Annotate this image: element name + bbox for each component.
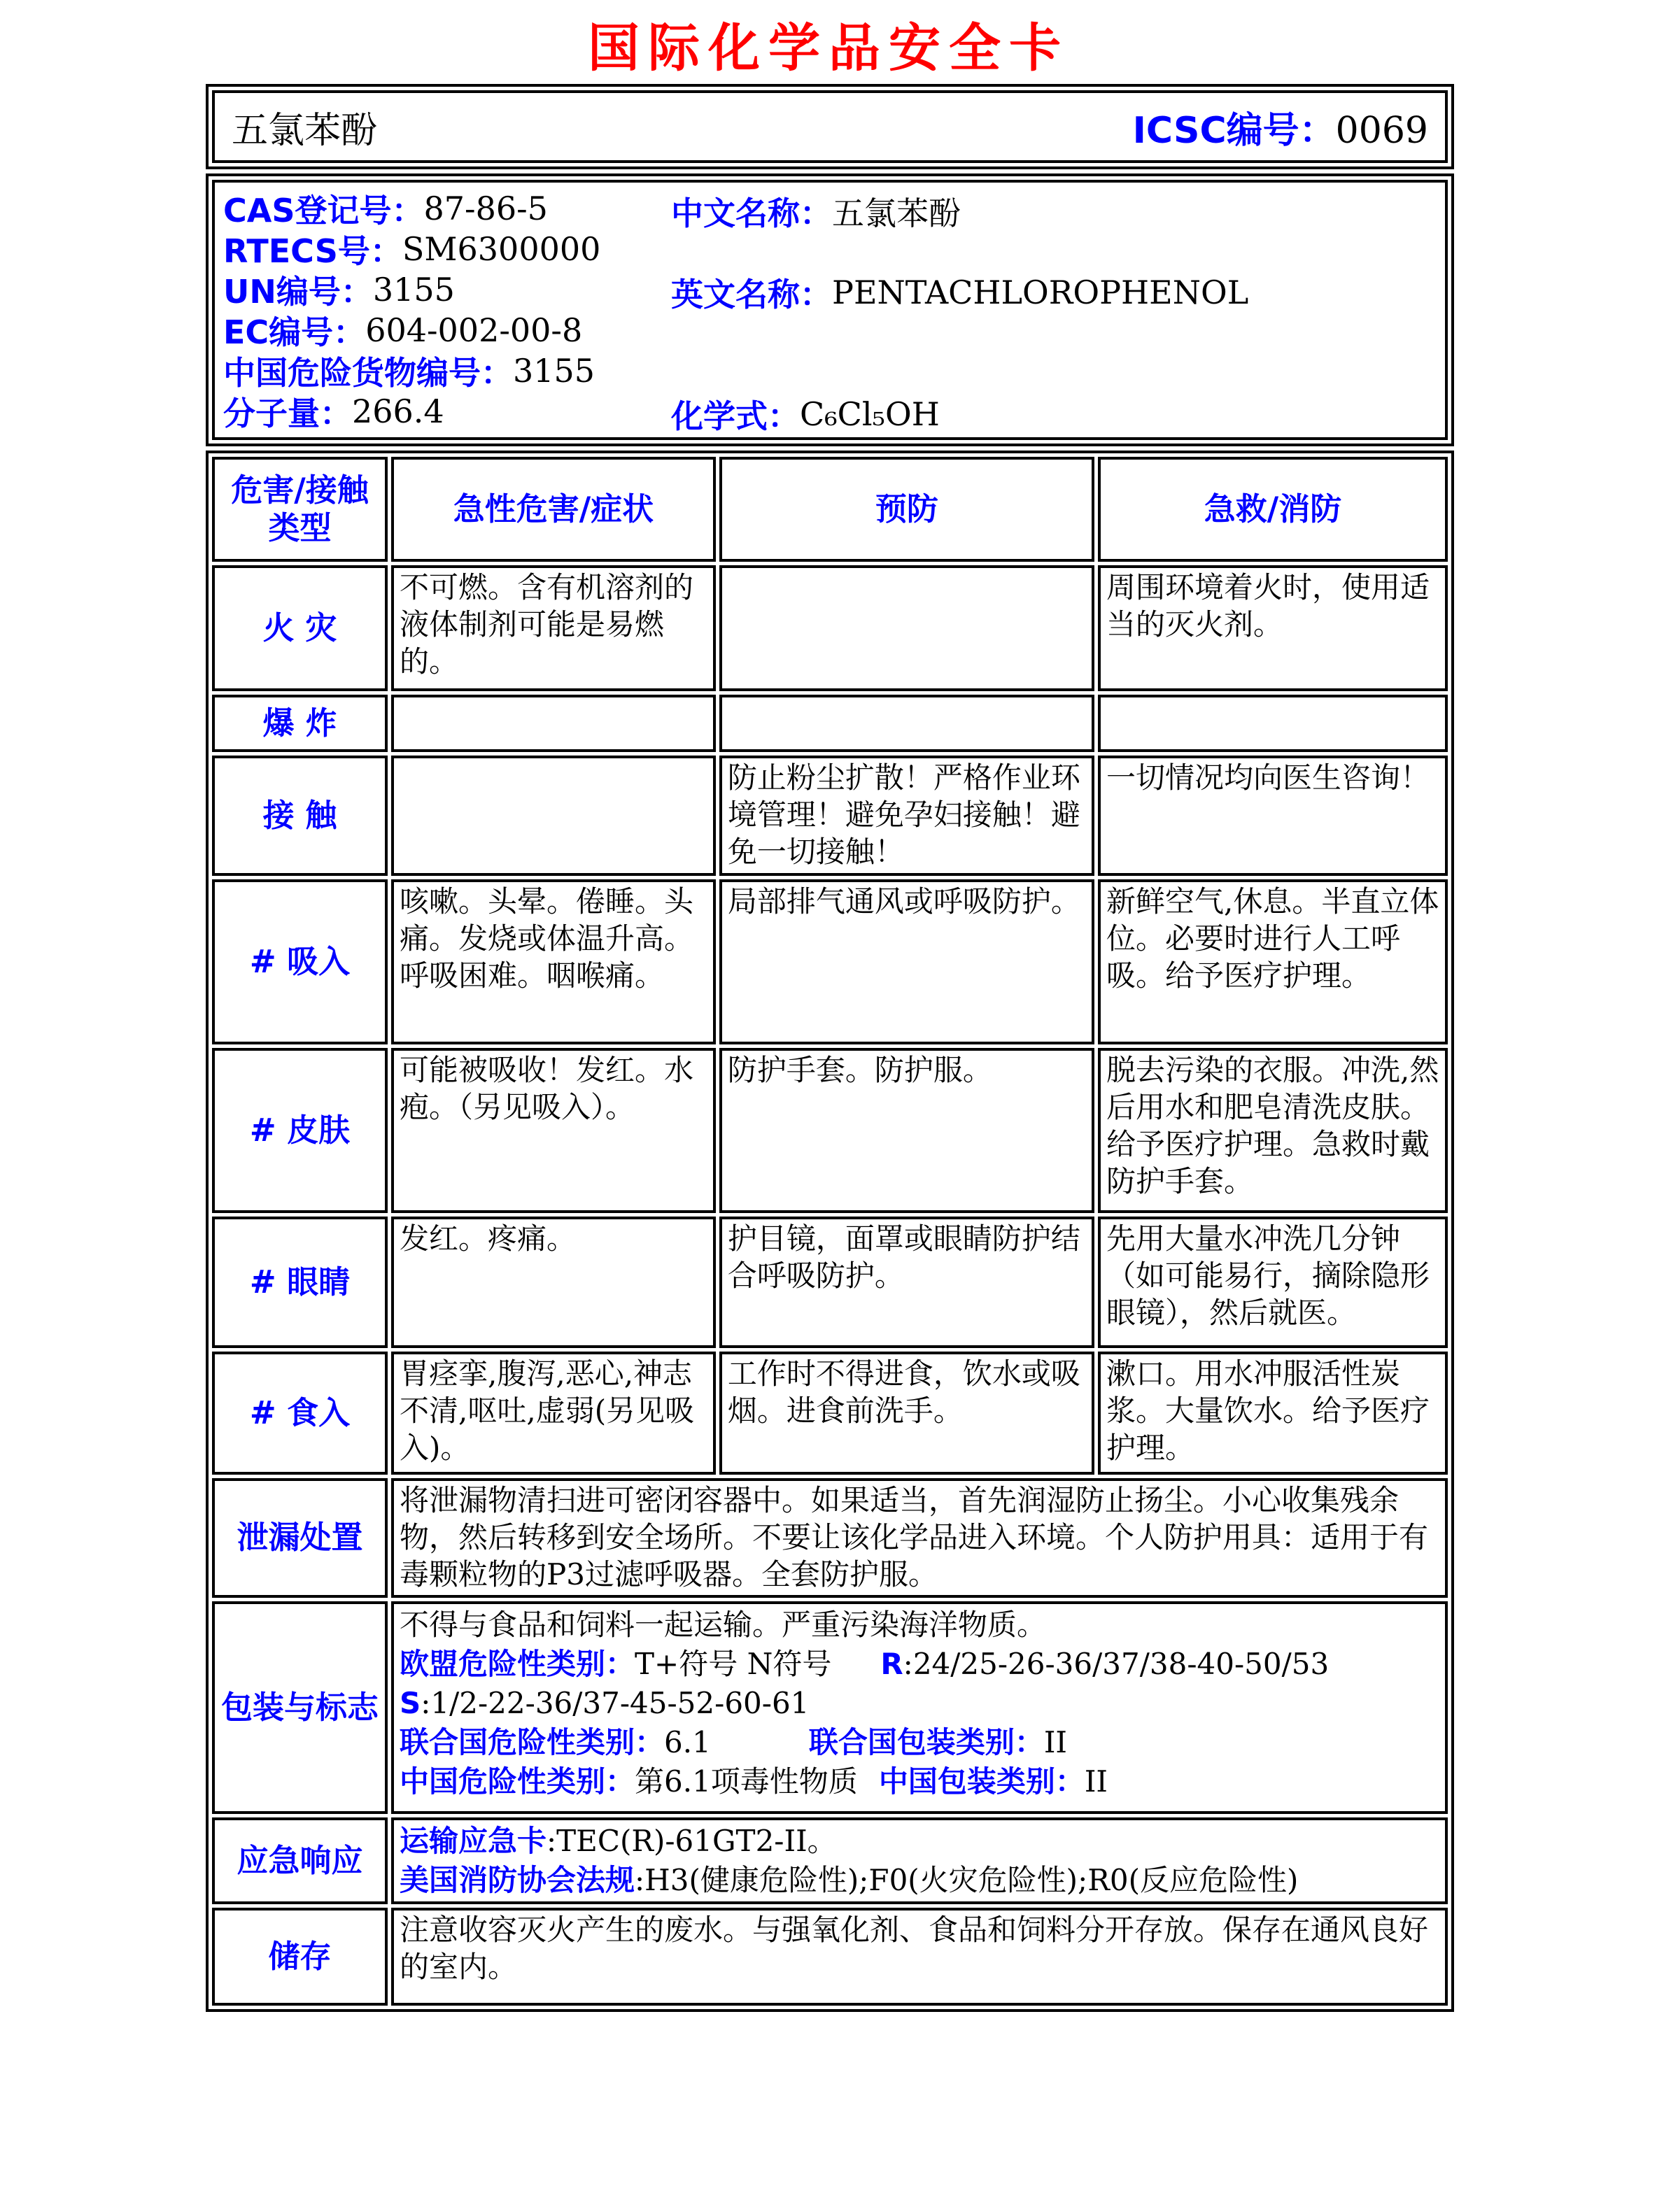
- card-header-box: [206, 84, 1454, 169]
- ingestion-symptom-cell: 胃痉挛,腹泻,恶心,神志不清,呕吐,虚弱(另见吸入)。: [391, 1352, 716, 1475]
- china-dg-number-row: [223, 350, 1437, 391]
- un-number-label: UN编号：: [223, 273, 373, 311]
- col-header-prevention: 预防: [719, 457, 1094, 562]
- molecular-weight-value: 266.4: [352, 392, 444, 430]
- transport-emergency-card-value: :TEC(R)-61GT2-II。: [547, 1823, 837, 1858]
- un-hazard-class-label: 联合国危险性类别：: [400, 1724, 665, 1759]
- s-phrases-line: [400, 1684, 1439, 1723]
- chinese-name-value: 五氯苯酚: [832, 194, 961, 232]
- eu-hazard-class-line: [400, 1645, 1439, 1684]
- icsc-number-value: 0069: [1335, 109, 1428, 152]
- card-header-cell: [212, 90, 1448, 163]
- contact-symptom-cell: [391, 756, 716, 876]
- contact-row-label: 接 触: [212, 756, 388, 876]
- eyes-row: [212, 1217, 1448, 1348]
- un-pack-group-label: 联合国包装类别：: [808, 1724, 1044, 1759]
- ingestion-row: [212, 1352, 1448, 1475]
- r-phrases-label: R: [880, 1646, 903, 1681]
- spill-disposal-content-cell: 将泄漏物清扫进可密闭容器中。如果适当，首先润湿防止扬尘。小心收集残余物，然后转移到安全场所。不要让该化学品进入环境。个人防护用具：适用于有毒颗粒物的P3过滤呼吸器。全套防护服。: [391, 1478, 1448, 1598]
- fire-prevention-cell: [719, 565, 1094, 691]
- rtecs-number-label: RTECS号：: [223, 232, 402, 270]
- china-dg-number-label: 中国危险货物编号：: [223, 354, 513, 392]
- col-header-first-aid: 急救/消防: [1098, 457, 1448, 562]
- ec-number-label: EC编号：: [223, 313, 366, 351]
- cn-hazard-class-label: 中国危险性类别：: [400, 1764, 635, 1799]
- ingestion-first-aid-cell: 漱口。用水冲服活性炭浆。大量饮水。给予医疗护理。: [1098, 1352, 1448, 1475]
- identifiers-cell: [212, 180, 1448, 440]
- contact-prevention-cell: 防止粉尘扩散！严格作业环境管理！避免孕妇接触！避免一切接触！: [719, 756, 1094, 876]
- col-header-hazard-type: 危害/接触类型: [212, 457, 388, 562]
- spill-disposal-row-label: 泄漏处置: [212, 1478, 388, 1598]
- un-hazard-class-value: 6.1: [664, 1724, 711, 1759]
- ec-number-value: 604-002-00-8: [365, 311, 583, 349]
- skin-symptom-cell: 可能被吸收！发红。水疱。（另见吸入）。: [391, 1048, 716, 1213]
- english-name-row: [671, 269, 1248, 316]
- identifiers-box: [206, 173, 1454, 446]
- ec-number-row: [223, 310, 1437, 350]
- emergency-response-row-label: 应急响应: [212, 1817, 388, 1904]
- chemical-name-cn: 五氯苯酚: [232, 109, 378, 152]
- cas-number-label: CAS登记号：: [223, 192, 424, 229]
- cn-pack-group-label: 中国包装类别：: [878, 1764, 1085, 1799]
- eyes-row-label: # 眼睛: [212, 1217, 388, 1348]
- cn-hazard-class-value: 第6.1项毒性物质: [635, 1764, 858, 1799]
- page-title: 国际化学品安全卡: [588, 18, 1069, 78]
- col-header-symptoms: 急性危害/症状: [391, 457, 716, 562]
- packaging-transport-note: 不得与食品和饲料一起运输。严重污染海洋物质。: [400, 1607, 1047, 1642]
- cn-pack-group-value: II: [1084, 1764, 1108, 1799]
- hazard-table-header-row: [212, 457, 1448, 562]
- un-number-value: 3155: [372, 271, 455, 309]
- fire-symptom-cell: 不可燃。含有机溶剂的液体制剂可能是易燃的。: [391, 565, 716, 691]
- storage-row-label: 储存: [212, 1908, 388, 2006]
- inhalation-row-label: # 吸入: [212, 879, 388, 1044]
- skin-first-aid-cell: 脱去污染的衣服。冲洗,然后用水和肥皂清洗皮肤。给予医疗护理。急救时戴防护手套。: [1098, 1048, 1448, 1213]
- un-class-line: [400, 1723, 1439, 1762]
- inhalation-row: [212, 879, 1448, 1044]
- emergency-response-content-cell: [391, 1817, 1448, 1904]
- rtecs-number-row: [223, 229, 1437, 269]
- nfpa-code-line: [400, 1861, 1439, 1900]
- r-phrases-value: :24/25-26-36/37/38-40-50/53: [903, 1646, 1330, 1681]
- molecular-weight-label: 分子量：: [223, 395, 352, 432]
- ingestion-row-label: # 食入: [212, 1352, 388, 1475]
- transport-emergency-card-label: 运输应急卡: [400, 1823, 547, 1858]
- contact-first-aid-cell: 一切情况均向医生咨询！: [1098, 756, 1448, 876]
- storage-content-cell: 注意收容灭火产生的废水。与强氧化剂、食品和饲料分开存放。保存在通风良好的室内。: [391, 1908, 1448, 2006]
- fire-first-aid-cell: 周围环境着火时，使用适当的灭火剂。: [1098, 565, 1448, 691]
- explosion-first-aid-cell: [1098, 695, 1448, 752]
- transport-emergency-card-line: [400, 1822, 1439, 1861]
- storage-row: [212, 1908, 1448, 2006]
- spill-disposal-row: [212, 1478, 1448, 1598]
- icsc-number: [1133, 101, 1428, 153]
- skin-row: [212, 1048, 1448, 1213]
- explosion-symptom-cell: [391, 695, 716, 752]
- ingestion-prevention-cell: 工作时不得进食，饮水或吸烟。进食前洗手。: [719, 1352, 1094, 1475]
- english-name-value: PENTACHLOROPHENOL: [832, 274, 1249, 311]
- card-content: [206, 84, 1454, 2016]
- eyes-symptom-cell: 发红。疼痛。: [391, 1217, 716, 1348]
- fire-row: [212, 565, 1448, 691]
- hazard-table: [206, 451, 1454, 2012]
- chinese-name-row: [671, 188, 961, 234]
- china-dg-number-value: 3155: [513, 352, 595, 390]
- chemical-formula-label: 化学式：: [671, 397, 800, 435]
- rtecs-number-value: SM6300000: [402, 230, 601, 268]
- chinese-name-label: 中文名称：: [671, 194, 832, 232]
- icsc-number-label: ICSC编号：: [1132, 109, 1336, 152]
- fire-row-label: 火 灾: [212, 565, 388, 691]
- cn-class-line: [400, 1762, 1439, 1801]
- eyes-prevention-cell: 护目镜，面罩或眼睛防护结合呼吸防护。: [719, 1217, 1094, 1348]
- skin-prevention-cell: 防护手套。防护服。: [719, 1048, 1094, 1213]
- nfpa-code-value: :H3(健康危险性);F0(火灾危险性);R0(反应危险性): [635, 1862, 1299, 1897]
- nfpa-code-label: 美国消防协会法规: [400, 1862, 635, 1897]
- inhalation-first-aid-cell: 新鲜空气,休息。半直立体位。必要时进行人工呼吸。给予医疗护理。: [1098, 879, 1448, 1044]
- packaging-labeling-row: [212, 1601, 1448, 1814]
- packaging-labeling-row-label: 包装与标志: [212, 1601, 388, 1814]
- s-phrases-label: S: [400, 1685, 421, 1720]
- english-name-label: 英文名称：: [671, 276, 832, 313]
- chemical-formula-row: [671, 391, 940, 437]
- explosion-row: [212, 695, 1448, 752]
- cas-number-value: 87-86-5: [423, 190, 548, 227]
- un-pack-group-value: II: [1043, 1724, 1068, 1759]
- eu-hazard-class-label: 欧盟危险性类别：: [400, 1646, 635, 1681]
- contact-row: [212, 756, 1448, 876]
- packaging-labeling-content-cell: [391, 1601, 1448, 1814]
- inhalation-symptom-cell: 咳嗽。头晕。倦睡。头痛。发烧或体温升高。呼吸困难。咽喉痛。: [391, 879, 716, 1044]
- eu-hazard-class-value: T+符号 N符号: [635, 1646, 832, 1681]
- explosion-row-label: 爆 炸: [212, 695, 388, 752]
- explosion-prevention-cell: [719, 695, 1094, 752]
- skin-row-label: # 皮肤: [212, 1048, 388, 1213]
- s-phrases-value: :1/2-22-36/37-45-52-60-61: [421, 1685, 810, 1720]
- emergency-response-row: [212, 1817, 1448, 1904]
- inhalation-prevention-cell: 局部排气通风或呼吸防护。: [719, 879, 1094, 1044]
- eyes-first-aid-cell: 先用大量水冲洗几分钟（如可能易行，摘除隐形眼镜），然后就医。: [1098, 1217, 1448, 1348]
- chemical-formula-value: C₆Cl₅OH: [800, 395, 940, 433]
